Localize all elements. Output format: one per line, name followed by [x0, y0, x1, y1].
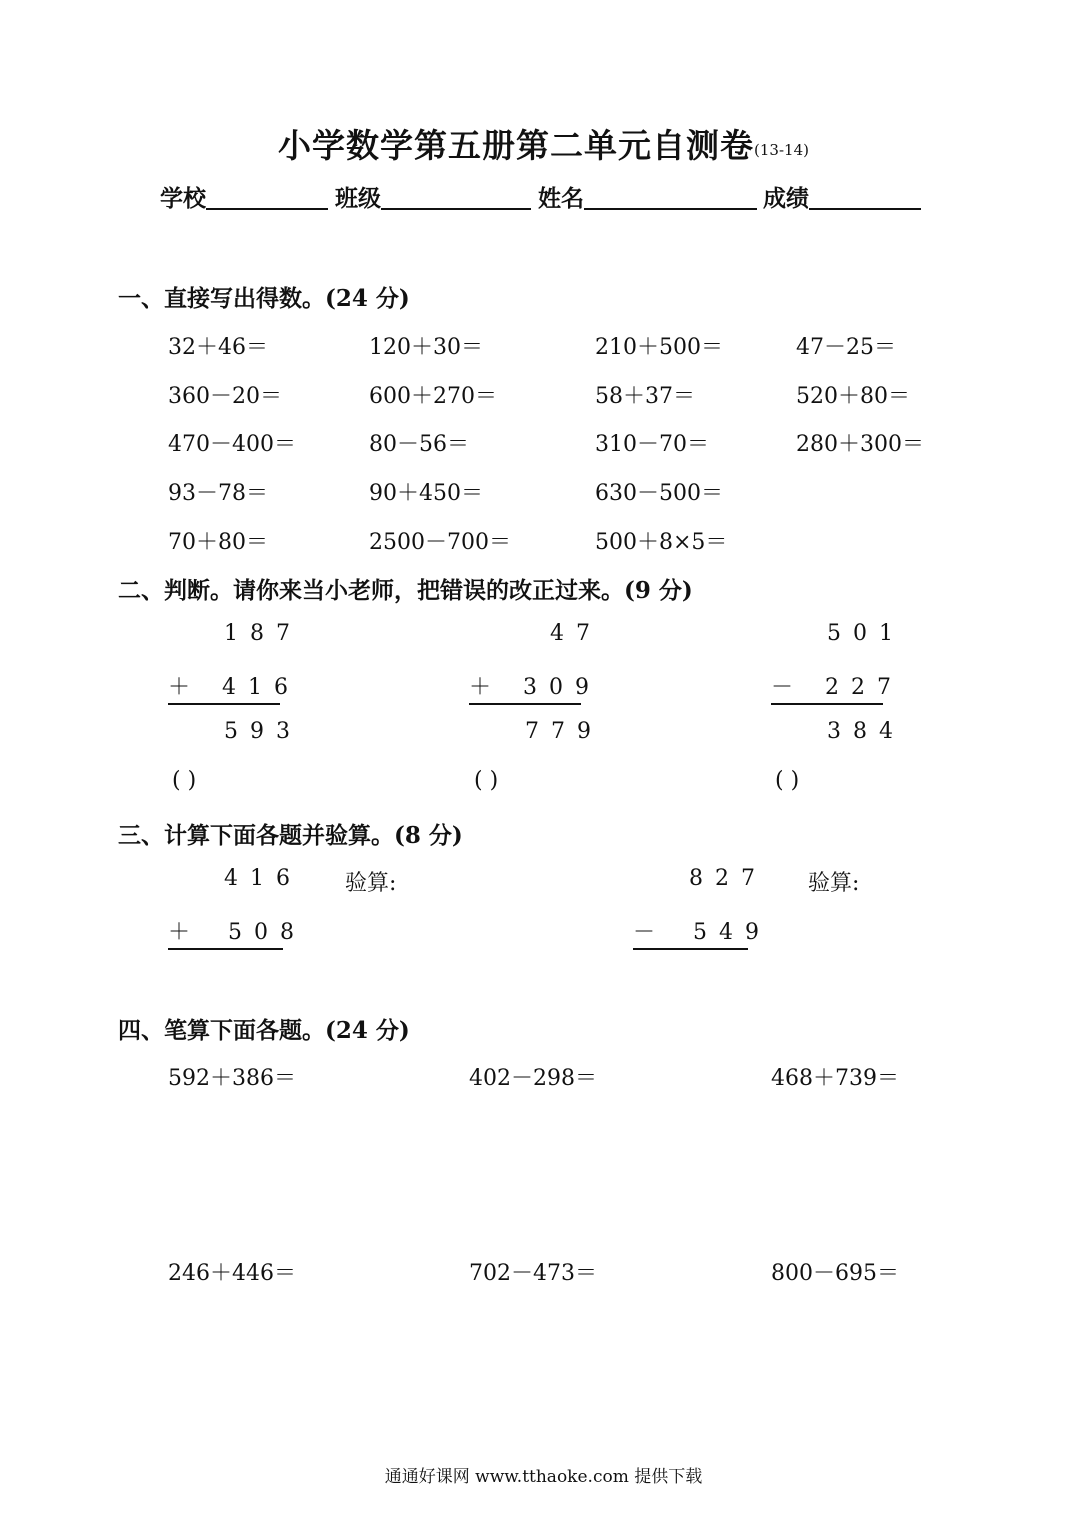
s3-p2-top: 827	[689, 866, 767, 891]
title-sub: (13-14)	[754, 141, 809, 159]
s4-q: 402－298＝	[469, 1066, 597, 1091]
s4-q: 246＋446＝	[168, 1261, 296, 1286]
s1-q: 47－25＝	[796, 335, 896, 360]
s2-p2-correction[interactable]: ( )	[474, 768, 499, 793]
s2-p1-bottom: 416	[222, 675, 301, 700]
s1-q: 310－70＝	[595, 432, 709, 457]
school-field[interactable]	[160, 180, 328, 213]
s1-q: 90＋450＝	[369, 481, 483, 506]
s3-p1-bottom: 508	[228, 920, 307, 945]
footer-credit: 通通好课网 www.tthaoke.com 提供下载	[384, 1467, 703, 1487]
s1-q: 80－56＝	[369, 432, 469, 457]
s1-q: 93－78＝	[168, 481, 268, 506]
s2-p3-addend-row	[771, 670, 904, 705]
name-field[interactable]	[538, 180, 757, 213]
page-title	[0, 120, 1087, 167]
title-main: 小学数学第五册第二单元自测卷	[278, 126, 755, 165]
section-3-heading: 三、计算下面各题并验算。(8 分)	[118, 822, 463, 849]
s2-p1-operator: ＋	[168, 675, 203, 700]
s3-p1-top: 416	[224, 866, 302, 891]
s2-p1-addend-row	[168, 670, 301, 705]
s2-p1-top: 187	[224, 621, 302, 646]
s2-p3-top: 501	[827, 621, 905, 646]
name-label: 姓名	[538, 185, 584, 212]
s1-q: 120＋30＝	[369, 335, 483, 360]
score-field[interactable]	[763, 180, 921, 213]
s2-p1-result: 593	[224, 719, 302, 744]
s2-p2-addend-row	[469, 670, 602, 705]
s1-q: 32＋46＝	[168, 335, 268, 360]
s3-p2-operator: －	[633, 920, 668, 945]
s3-p1-check-label: 验算:	[345, 871, 397, 896]
s2-p2-result: 779	[525, 719, 603, 744]
s2-p1-correction[interactable]: ( )	[172, 768, 197, 793]
s2-p3-bottom: 227	[825, 675, 904, 700]
s1-q: 2500－700＝	[369, 530, 511, 555]
s4-q: 800－695＝	[771, 1261, 899, 1286]
section-1-heading: 一、直接写出得数。(24 分)	[118, 285, 410, 312]
s2-p3-operator: －	[771, 675, 806, 700]
s3-p2-subtrahend-row	[633, 915, 772, 950]
s3-p2-check-label: 验算:	[808, 871, 860, 896]
s4-q: 592＋386＝	[168, 1066, 296, 1091]
s3-p1-operator: ＋	[168, 920, 203, 945]
s2-p3-correction[interactable]: ( )	[775, 768, 800, 793]
s4-q: 702－473＝	[469, 1261, 597, 1286]
s1-q: 600＋270＝	[369, 384, 497, 409]
section-2-heading: 二、判断。请你来当小老师，把错误的改正过来。(9 分)	[118, 577, 693, 604]
class-field[interactable]	[335, 180, 531, 213]
s4-q: 468＋739＝	[771, 1066, 899, 1091]
name-blank[interactable]	[584, 184, 757, 210]
s3-p2-bottom: 549	[693, 920, 772, 945]
score-label: 成绩	[763, 185, 809, 212]
s2-p3-result: 384	[827, 719, 905, 744]
class-blank[interactable]	[381, 184, 531, 210]
s2-p2-top: 47	[550, 621, 602, 646]
score-blank[interactable]	[809, 184, 921, 210]
s1-q: 210＋500＝	[595, 335, 723, 360]
s2-p2-bottom: 309	[523, 675, 602, 700]
s1-q: 280＋300＝	[796, 432, 924, 457]
school-blank[interactable]	[206, 184, 328, 210]
section-4-heading: 四、笔算下面各题。(24 分)	[118, 1017, 410, 1044]
school-label: 学校	[160, 185, 206, 212]
s1-q: 360－20＝	[168, 384, 282, 409]
s3-p1-addend-row	[168, 915, 307, 950]
s1-q: 520＋80＝	[796, 384, 910, 409]
s1-q: 70＋80＝	[168, 530, 268, 555]
s1-q: 630－500＝	[595, 481, 723, 506]
s1-q: 470－400＝	[168, 432, 296, 457]
s1-q: 58＋37＝	[595, 384, 695, 409]
s2-p2-operator: ＋	[469, 675, 504, 700]
s1-q: 500＋8×5＝	[595, 530, 728, 555]
class-label: 班级	[335, 185, 381, 212]
